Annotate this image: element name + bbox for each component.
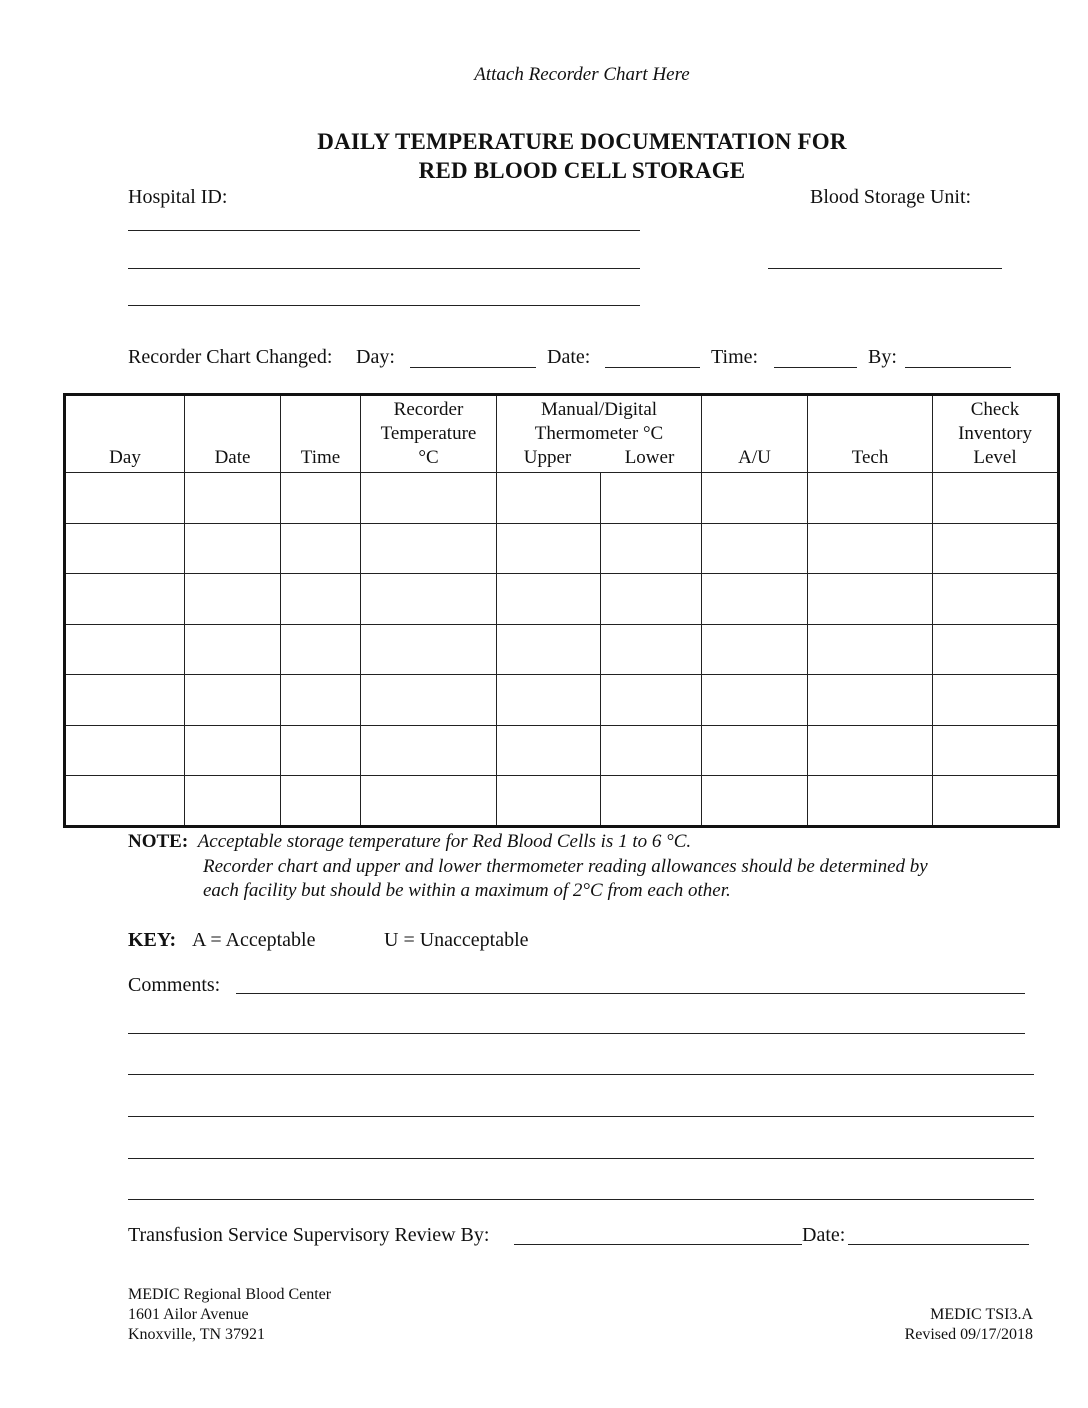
chart-changed-day-field[interactable] <box>410 367 536 368</box>
cell-date[interactable] <box>185 574 281 625</box>
cell-date[interactable] <box>185 776 281 827</box>
note-label: NOTE: <box>128 831 189 852</box>
cell-au[interactable] <box>702 675 808 726</box>
hospital-id-field-line-3[interactable] <box>128 305 640 306</box>
comments-label: Comments: <box>128 974 221 996</box>
review-date-line[interactable] <box>848 1244 1029 1245</box>
cell-au[interactable] <box>702 776 808 827</box>
cell-check-inventory[interactable] <box>933 725 1059 776</box>
cell-check-inventory[interactable] <box>933 473 1059 524</box>
cell-time[interactable] <box>281 776 361 827</box>
review-date-label: Date: <box>802 1224 846 1246</box>
comments-line-4[interactable] <box>128 1116 1034 1117</box>
cell-lower[interactable] <box>601 473 702 524</box>
cell-check-inventory[interactable] <box>933 776 1059 827</box>
cell-au[interactable] <box>702 725 808 776</box>
cell-lower[interactable] <box>601 523 702 574</box>
cell-day[interactable] <box>65 473 185 524</box>
cell-time[interactable] <box>281 473 361 524</box>
cell-lower[interactable] <box>601 624 702 675</box>
cell-au[interactable] <box>702 473 808 524</box>
note-text-2: Recorder chart and upper and lower thermometer reading allowances should be determined by <box>203 856 928 877</box>
cell-day[interactable] <box>65 776 185 827</box>
cell-date[interactable] <box>185 624 281 675</box>
blood-storage-unit-field-line[interactable] <box>768 268 1002 269</box>
footer-street: 1601 Ailor Avenue <box>128 1306 249 1323</box>
cell-tech[interactable] <box>808 725 933 776</box>
chart-changed-time-field[interactable] <box>774 367 857 368</box>
col-check-inventory-header: Check Inventory Level <box>933 395 1059 473</box>
cell-au[interactable] <box>702 574 808 625</box>
col-recorder-temp-header: Recorder Temperature °C <box>361 395 497 473</box>
key-unacceptable: U = Unacceptable <box>384 929 529 951</box>
cell-lower[interactable] <box>601 574 702 625</box>
cell-tech[interactable] <box>808 624 933 675</box>
chart-changed-day-label: Day: <box>356 346 395 368</box>
form-title-line2: RED BLOOD CELL STORAGE <box>418 158 746 183</box>
cell-upper[interactable] <box>497 725 601 776</box>
col-au-header: A/U <box>702 395 808 473</box>
attach-chart-instruction: Attach Recorder Chart Here <box>474 64 690 85</box>
footer-org: MEDIC Regional Blood Center <box>128 1286 332 1303</box>
cell-upper[interactable] <box>497 624 601 675</box>
col-day-header: Day <box>65 395 185 473</box>
cell-recorder-temp[interactable] <box>361 675 497 726</box>
note-line-1 <box>128 831 691 853</box>
cell-recorder-temp[interactable] <box>361 725 497 776</box>
supervisory-review-signature-line[interactable] <box>514 1244 802 1245</box>
col-date-header: Date <box>185 395 281 473</box>
col-tech-header: Tech <box>808 395 933 473</box>
note-text-1: Acceptable storage temperature for Red Blood Cells is 1 to 6 °C. <box>197 831 692 852</box>
table-header-row <box>65 395 1059 473</box>
col-time-header: Time <box>281 395 361 473</box>
note-text-3: each facility but should be within a maximum of 2°C from each other. <box>203 880 731 901</box>
cell-tech[interactable] <box>808 574 933 625</box>
cell-time[interactable] <box>281 574 361 625</box>
comments-line-5[interactable] <box>128 1158 1034 1159</box>
table-row <box>65 776 1059 827</box>
chart-changed-date-field[interactable] <box>605 367 700 368</box>
cell-upper[interactable] <box>497 776 601 827</box>
col-upper-header: Upper <box>523 447 572 468</box>
cell-recorder-temp[interactable] <box>361 574 497 625</box>
cell-day[interactable] <box>65 574 185 625</box>
table-row <box>65 624 1059 675</box>
cell-date[interactable] <box>185 473 281 524</box>
chart-changed-by-label: By: <box>868 346 897 368</box>
cell-au[interactable] <box>702 523 808 574</box>
cell-upper[interactable] <box>497 523 601 574</box>
cell-lower[interactable] <box>601 675 702 726</box>
cell-day[interactable] <box>65 523 185 574</box>
cell-date[interactable] <box>185 523 281 574</box>
cell-day[interactable] <box>65 675 185 726</box>
cell-time[interactable] <box>281 523 361 574</box>
cell-time[interactable] <box>281 725 361 776</box>
chart-changed-time-label: Time: <box>711 346 759 368</box>
cell-check-inventory[interactable] <box>933 675 1059 726</box>
cell-date[interactable] <box>185 675 281 726</box>
hospital-id-field-line-1[interactable] <box>128 230 640 231</box>
comments-line-1[interactable] <box>236 993 1025 994</box>
cell-recorder-temp[interactable] <box>361 776 497 827</box>
comments-line-6[interactable] <box>128 1199 1034 1200</box>
cell-check-inventory[interactable] <box>933 574 1059 625</box>
cell-tech[interactable] <box>808 523 933 574</box>
cell-recorder-temp[interactable] <box>361 523 497 574</box>
table-row <box>65 725 1059 776</box>
cell-time[interactable] <box>281 675 361 726</box>
key-label: KEY: <box>128 929 177 951</box>
hospital-id-field-line-2[interactable] <box>128 268 640 269</box>
comments-line-2[interactable] <box>128 1033 1025 1034</box>
cell-time[interactable] <box>281 624 361 675</box>
blood-storage-unit-label: Blood Storage Unit: <box>810 186 972 208</box>
cell-tech[interactable] <box>808 675 933 726</box>
col-lower-header: Lower <box>624 447 675 468</box>
form-title-line1: DAILY TEMPERATURE DOCUMENTATION FOR <box>317 129 847 154</box>
table-row <box>65 574 1059 625</box>
cell-lower[interactable] <box>601 725 702 776</box>
cell-day[interactable] <box>65 725 185 776</box>
cell-date[interactable] <box>185 725 281 776</box>
col-manual-digital-header: Manual/Digital Thermometer °C Upper Lower <box>497 395 702 473</box>
cell-au[interactable] <box>702 624 808 675</box>
supervisory-review-label: Transfusion Service Supervisory Review By: <box>128 1224 490 1246</box>
cell-upper[interactable] <box>497 473 601 524</box>
recorder-chart-changed-label: Recorder Chart Changed: <box>128 346 333 368</box>
cell-upper[interactable] <box>497 574 601 625</box>
cell-recorder-temp[interactable] <box>361 624 497 675</box>
cell-check-inventory[interactable] <box>933 523 1059 574</box>
footer-revised: Revised 09/17/2018 <box>904 1326 1033 1343</box>
cell-lower[interactable] <box>601 776 702 827</box>
hospital-id-label: Hospital ID: <box>128 186 228 208</box>
footer-address <box>128 1285 331 1345</box>
table-row <box>65 473 1059 524</box>
table-row <box>65 523 1059 574</box>
table-row <box>65 675 1059 726</box>
chart-changed-date-label: Date: <box>547 346 591 368</box>
comments-line-3[interactable] <box>128 1074 1034 1075</box>
cell-day[interactable] <box>65 624 185 675</box>
cell-check-inventory[interactable] <box>933 624 1059 675</box>
temperature-log-table <box>63 393 1060 828</box>
chart-changed-by-field[interactable] <box>905 367 1011 368</box>
cell-tech[interactable] <box>808 473 933 524</box>
cell-upper[interactable] <box>497 675 601 726</box>
cell-tech[interactable] <box>808 776 933 827</box>
footer-form-id: MEDIC TSI3.A <box>930 1306 1033 1323</box>
footer-form-info <box>905 1305 1033 1345</box>
footer-city: Knoxville, TN 37921 <box>128 1326 266 1343</box>
key-acceptable: A = Acceptable <box>192 929 316 951</box>
cell-recorder-temp[interactable] <box>361 473 497 524</box>
